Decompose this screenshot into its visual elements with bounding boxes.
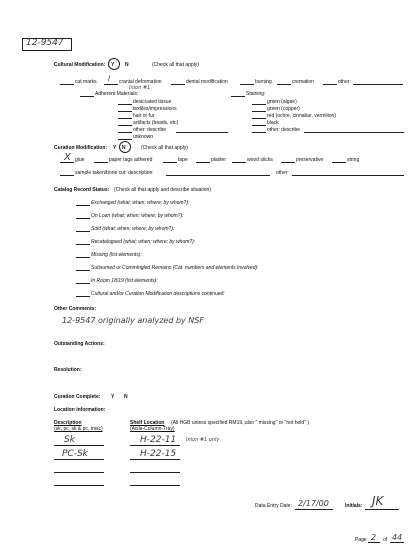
curation-complete-no[interactable]: N: [124, 394, 128, 400]
wood-sticks-blank[interactable]: [232, 162, 246, 163]
description-heading: Description: [54, 420, 82, 426]
id-number: 12-9547: [26, 38, 64, 48]
catalog-item-room: In Room 18/19 (list elements):: [91, 278, 158, 284]
description-subheading: (sk, pc, sk & pc, misc): [54, 426, 103, 432]
description-line-1[interactable]: [54, 445, 104, 446]
staining-other-field[interactable]: [304, 132, 404, 133]
staining-blank-4[interactable]: [252, 125, 266, 126]
staining-blank-2[interactable]: [252, 111, 266, 112]
preservative-blank[interactable]: [281, 162, 295, 163]
catalog-blank-5[interactable]: [76, 257, 90, 258]
shelf-line-4[interactable]: [130, 485, 180, 486]
description-line-4[interactable]: [54, 485, 104, 486]
cremation-label: cremation: [292, 79, 314, 85]
curation-other-label: other:: [276, 170, 289, 176]
curation-other-field[interactable]: [292, 175, 404, 176]
adherent-item-3: hair or fur: [133, 113, 155, 119]
cultural-other-field[interactable]: [353, 84, 403, 85]
adherent-blank[interactable]: [80, 96, 94, 97]
tape-label: tape: [178, 157, 188, 163]
cranial-blank[interactable]: [104, 84, 118, 85]
staining-item-2: green (copper): [267, 106, 300, 112]
description-line-3[interactable]: [54, 472, 104, 473]
resolution-label: Resolution:: [54, 367, 82, 373]
staining-item-3: red (ochre, cinnabar, vermilion): [267, 113, 336, 119]
cultural-other-blank-left[interactable]: [323, 84, 337, 85]
sample-blank[interactable]: [60, 175, 74, 176]
burning-label: burning: [255, 79, 272, 85]
curation-check-note: (Check all that apply): [141, 145, 188, 151]
plaster-label: plaster: [211, 157, 227, 163]
string-label: string: [347, 157, 360, 163]
curation-yes[interactable]: Y: [113, 145, 117, 151]
adherent-blank-3[interactable]: [118, 118, 132, 119]
data-entry-date-label: Data Entry Date:: [255, 503, 292, 509]
cut-marks-blank[interactable]: [60, 84, 74, 85]
glue-check-mark: X: [64, 152, 71, 163]
curation-heading: Curation Modification:: [54, 145, 108, 151]
adherent-item-6: unknown: [133, 134, 154, 140]
shelf-row-2: H-22-15: [140, 449, 177, 459]
staining-item-4: black: [267, 120, 279, 126]
shelf-line-3[interactable]: [130, 472, 180, 473]
shelf-location-subheading: (Aisle-Column-Tray): [130, 426, 175, 432]
total-pages: 44: [392, 533, 403, 542]
adherent-blank-5[interactable]: [118, 132, 132, 133]
catalog-blank-2[interactable]: [76, 218, 90, 219]
description-line-2[interactable]: [54, 459, 104, 460]
initials-label: Initials:: [345, 503, 363, 509]
paper-tags-label: paper tags adhered: [109, 157, 153, 163]
cremation-blank[interactable]: [277, 84, 291, 85]
burning-blank[interactable]: [240, 84, 254, 85]
curation-no[interactable]: N: [122, 145, 126, 151]
total-pages-field: [390, 542, 404, 543]
sample-label: sample taken/bone cut: description:: [75, 170, 154, 176]
curation-complete-yes[interactable]: Y: [111, 394, 115, 400]
staining-blank[interactable]: [231, 96, 245, 97]
initials-value: JK: [372, 494, 384, 508]
catalog-note: (Check all that apply and describe situation): [114, 187, 211, 193]
adherent-blank-2[interactable]: [118, 111, 132, 112]
page-label: Page: [355, 537, 367, 543]
catalog-blank-4[interactable]: [76, 244, 90, 245]
catalog-item-on-loan: On Loan (what; when; where; by whom?):: [91, 213, 184, 219]
cut-marks-label: cut marks: [75, 79, 97, 85]
adherent-item-4: artifacts (beads, etc): [133, 120, 179, 126]
cultural-other-label: other:: [338, 79, 351, 85]
description-row-1: Sk: [64, 435, 75, 445]
of-label: of: [383, 537, 388, 543]
description-row-2: PC-Sk: [62, 449, 88, 459]
adherent-heading: Adherent Materials:: [95, 91, 139, 97]
wood-sticks-label: wood sticks: [247, 157, 273, 163]
catalog-item-missing: Missing (list elements):: [91, 252, 142, 258]
cultural-yes[interactable]: Y: [111, 62, 115, 68]
shelf-line-1[interactable]: [130, 445, 180, 446]
catalog-blank-3[interactable]: [76, 231, 90, 232]
staining-item-1: green (algae): [267, 99, 297, 105]
adherent-blank-1[interactable]: [118, 104, 132, 105]
staining-blank-3[interactable]: [252, 118, 266, 119]
cultural-heading: Cultural Modification:: [54, 62, 106, 68]
plaster-blank[interactable]: [196, 162, 210, 163]
staining-item-5: other: describe: [267, 127, 301, 133]
sample-description-field[interactable]: [166, 175, 270, 176]
outstanding-actions-label: Outstanding Actions:: [54, 341, 105, 347]
catalog-item-subsumed: Subsumed or Commingled Remains (Cat. numbers and elements involved):: [91, 265, 259, 271]
tape-blank[interactable]: [163, 162, 177, 163]
page-number-field: [368, 542, 380, 543]
initials-field[interactable]: [365, 509, 399, 510]
location-heading: Location information:: [54, 407, 106, 413]
other-comments-heading: Other Comments:: [54, 306, 97, 312]
glue-label: glue: [75, 157, 85, 163]
adherent-blank-4[interactable]: [118, 125, 132, 126]
string-blank[interactable]: [332, 162, 346, 163]
staining-blank-1[interactable]: [252, 104, 266, 105]
catalog-item-exchanged: Exchanged (what; when; where; by whom?):: [91, 200, 190, 206]
catalog-heading: Catalog Record Status:: [54, 187, 110, 193]
other-comments-handwritten: 12-9547 originally analyzed by NSF: [62, 316, 204, 325]
preservative-label: preservative: [296, 157, 324, 163]
shelf-line-2[interactable]: [130, 459, 180, 460]
catalog-blank-7[interactable]: [76, 283, 90, 284]
staining-blank-5[interactable]: [252, 132, 266, 133]
catalog-item-recatalogued: Recatalogued (what; when; where; by whom?):: [91, 239, 196, 245]
cranial-check-mark: /: [108, 74, 111, 83]
data-entry-date-value: 2/17/00: [298, 499, 329, 508]
cranial-label: cranial deformation: [119, 79, 162, 85]
staining-heading: Staining:: [246, 91, 266, 97]
page-number: 2: [371, 533, 377, 542]
catalog-blank-8[interactable]: [76, 296, 90, 297]
adherent-item-5: other: describe: [133, 127, 167, 133]
dental-label: dental modification: [186, 79, 228, 85]
shelf-row-1: H-22-11: [140, 435, 177, 445]
data-entry-date-field[interactable]: [295, 509, 333, 510]
shelf-location-heading: Shelf Location: [130, 420, 165, 426]
catalog-item-continued: Cultural and/or Curation Modification descriptions continued:: [91, 291, 225, 297]
cultural-check-note: (Check all that apply): [152, 62, 199, 68]
catalog-item-sold: Sold (what; when; where; by whom?):: [91, 226, 175, 232]
cultural-no[interactable]: N: [125, 62, 129, 68]
adherent-item-1: desiccated tissue: [133, 99, 172, 105]
cranial-handwritten-note: Inion #1: [129, 85, 151, 91]
catalog-blank-1[interactable]: [76, 205, 90, 206]
paper-tags-blank[interactable]: [94, 162, 108, 163]
adherent-other-field[interactable]: [176, 132, 228, 133]
catalog-blank-6[interactable]: [76, 270, 90, 271]
adherent-item-2: textiles/impressions: [133, 106, 177, 112]
shelf-location-note: (All HGB unless specified RM19.;also " missing" or "not held" ): [171, 420, 309, 426]
shelf-row-1-note: Inion #1 only: [186, 437, 220, 443]
adherent-blank-6[interactable]: [118, 139, 132, 140]
curation-complete-label: Curation Complete:: [54, 394, 101, 400]
dental-blank[interactable]: [171, 84, 185, 85]
